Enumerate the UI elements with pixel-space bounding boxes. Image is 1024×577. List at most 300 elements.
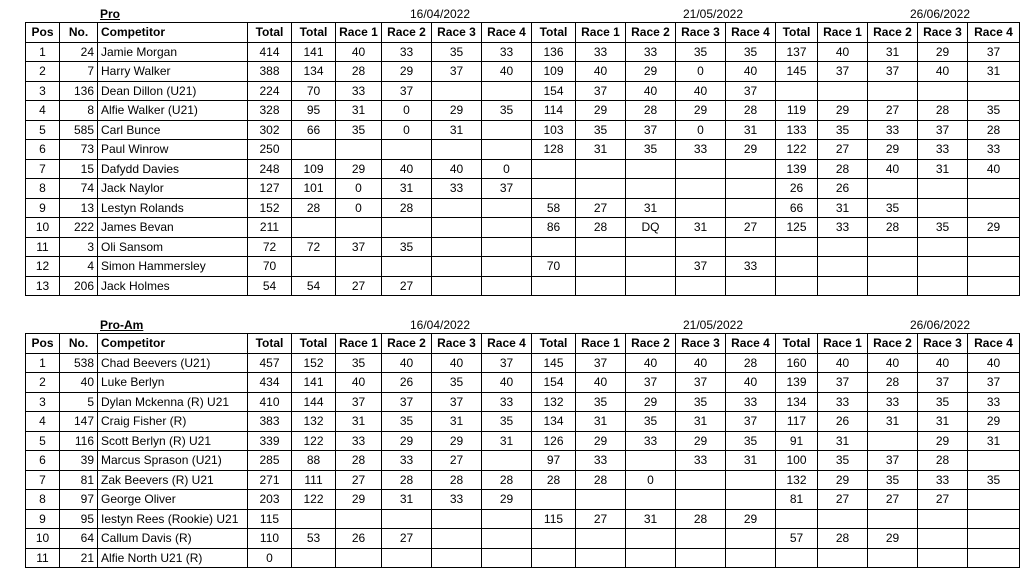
table-cell: 302 — [248, 120, 292, 140]
table-cell — [532, 529, 576, 549]
table-cell: 132 — [776, 470, 818, 490]
table-cell: 28 — [532, 470, 576, 490]
table-cell: 33 — [626, 42, 676, 62]
table-cell: 29 — [918, 431, 968, 451]
table-cell — [336, 548, 382, 568]
table-row — [26, 120, 1020, 140]
table-cell: 33 — [382, 451, 432, 471]
table-cell — [482, 276, 532, 296]
table-cell: 40 — [432, 353, 482, 373]
table-cell — [532, 548, 576, 568]
table-cell: 40 — [968, 159, 1020, 179]
table-cell: 37 — [576, 81, 626, 101]
column-header: No. — [60, 23, 98, 43]
table-cell — [676, 179, 726, 199]
table-cell — [726, 276, 776, 296]
table-cell: 8 — [60, 101, 98, 121]
table-cell — [968, 257, 1020, 277]
table-cell: 132 — [292, 412, 336, 432]
table-cell — [868, 548, 918, 568]
table-cell: 154 — [532, 373, 576, 393]
table-cell: 37 — [626, 373, 676, 393]
column-header: Race 2 — [626, 23, 676, 43]
table-cell: 54 — [248, 276, 292, 296]
table-cell — [918, 257, 968, 277]
table-cell: 27 — [382, 529, 432, 549]
table-cell — [918, 81, 968, 101]
table-cell: 64 — [60, 529, 98, 549]
table-cell — [818, 548, 868, 568]
column-header: Race 4 — [726, 23, 776, 43]
table-cell — [482, 451, 532, 471]
table-cell: 31 — [382, 179, 432, 199]
table-cell: 203 — [248, 490, 292, 510]
table-cell: 37 — [818, 62, 868, 82]
round-date-1: 16/04/2022 — [409, 7, 471, 21]
table-cell: 37 — [968, 373, 1020, 393]
table-cell: 4 — [26, 101, 60, 121]
table-cell — [918, 548, 968, 568]
table-cell — [576, 548, 626, 568]
table-cell — [336, 140, 382, 160]
column-header: Race 2 — [626, 334, 676, 354]
table-cell: 95 — [292, 101, 336, 121]
table-cell: 211 — [248, 218, 292, 238]
table-cell: 33 — [576, 42, 626, 62]
table-cell: 100 — [776, 451, 818, 471]
table-cell — [432, 81, 482, 101]
table-cell: 115 — [532, 509, 576, 529]
table-cell: 152 — [292, 353, 336, 373]
table-cell: 248 — [248, 159, 292, 179]
table-cell — [968, 451, 1020, 471]
table-cell: 40 — [868, 159, 918, 179]
column-header: Total — [248, 334, 292, 354]
table-cell: 28 — [576, 218, 626, 238]
table-cell: 27 — [818, 490, 868, 510]
table-cell — [918, 237, 968, 257]
table-cell — [382, 218, 432, 238]
table-cell: 26 — [382, 373, 432, 393]
table-cell: 24 — [60, 42, 98, 62]
table-cell: 33 — [968, 140, 1020, 160]
table-cell: 13 — [26, 276, 60, 296]
table-cell: 40 — [382, 159, 432, 179]
table-row — [26, 257, 1020, 277]
competitor-cell: Iestyn Rees (Rookie) U21 — [98, 509, 248, 529]
pro-am-standings-table — [25, 333, 1020, 568]
table-cell: 72 — [248, 237, 292, 257]
table-cell: 29 — [818, 470, 868, 490]
competitor-cell: Jamie Morgan — [98, 42, 248, 62]
table-cell: 1 — [26, 42, 60, 62]
table-cell: 40 — [726, 373, 776, 393]
table-cell: 27 — [918, 490, 968, 510]
table-cell: 222 — [60, 218, 98, 238]
table-cell: 28 — [292, 198, 336, 218]
table-cell: 40 — [676, 81, 726, 101]
table-cell: 410 — [248, 392, 292, 412]
table-cell: 40 — [482, 62, 532, 82]
competitor-cell: Dafydd Davies — [98, 159, 248, 179]
table-cell: 40 — [382, 353, 432, 373]
table-cell — [482, 548, 532, 568]
competitor-cell: Jack Holmes — [98, 276, 248, 296]
table-cell: 37 — [676, 373, 726, 393]
column-header: Race 2 — [868, 23, 918, 43]
table-cell: 31 — [726, 120, 776, 140]
table-cell: 31 — [626, 198, 676, 218]
table-cell: 35 — [482, 412, 532, 432]
table-row — [26, 101, 1020, 121]
table-cell: 35 — [626, 412, 676, 432]
table-cell: 31 — [432, 412, 482, 432]
table-cell: 35 — [432, 42, 482, 62]
table-cell: 114 — [532, 101, 576, 121]
competitor-cell: Lestyn Rolands — [98, 198, 248, 218]
table-cell: 29 — [676, 431, 726, 451]
table-cell: 33 — [818, 218, 868, 238]
table-cell: 40 — [918, 62, 968, 82]
table-cell — [532, 237, 576, 257]
table-cell: 31 — [818, 431, 868, 451]
table-cell: 70 — [532, 257, 576, 277]
competitor-cell: James Bevan — [98, 218, 248, 238]
table-cell — [776, 237, 818, 257]
table-cell: 37 — [726, 81, 776, 101]
column-header: Race 2 — [382, 334, 432, 354]
column-header: Race 2 — [868, 334, 918, 354]
table-cell: 8 — [26, 490, 60, 510]
table-row — [26, 159, 1020, 179]
table-cell: 40 — [60, 373, 98, 393]
pro-am-section — [25, 317, 1019, 568]
column-header: Total — [292, 23, 336, 43]
table-row — [26, 353, 1020, 373]
table-cell: 4 — [60, 257, 98, 277]
table-cell: 97 — [532, 451, 576, 471]
table-cell: 33 — [626, 431, 676, 451]
table-cell: 66 — [292, 120, 336, 140]
table-cell: 33 — [726, 392, 776, 412]
column-header: Race 1 — [336, 23, 382, 43]
table-cell — [818, 257, 868, 277]
table-cell: 27 — [336, 276, 382, 296]
table-row — [26, 548, 1020, 568]
table-cell — [576, 490, 626, 510]
table-cell: 9 — [26, 198, 60, 218]
table-cell — [818, 237, 868, 257]
table-cell — [726, 529, 776, 549]
table-cell — [432, 548, 482, 568]
table-cell: 101 — [292, 179, 336, 199]
table-cell — [532, 276, 576, 296]
table-cell: 40 — [918, 353, 968, 373]
table-cell: 86 — [532, 218, 576, 238]
table-cell: 141 — [292, 373, 336, 393]
table-cell: 31 — [918, 412, 968, 432]
table-cell: 9 — [26, 509, 60, 529]
table-cell: 339 — [248, 431, 292, 451]
table-cell — [432, 140, 482, 160]
column-header: Race 2 — [382, 23, 432, 43]
table-cell: 26 — [818, 412, 868, 432]
table-cell — [776, 509, 818, 529]
table-cell — [482, 81, 532, 101]
table-cell: 31 — [576, 412, 626, 432]
competitor-cell: Harry Walker — [98, 62, 248, 82]
table-row — [26, 373, 1020, 393]
table-cell: 139 — [776, 159, 818, 179]
table-cell — [432, 237, 482, 257]
table-cell — [382, 140, 432, 160]
table-cell: 328 — [248, 101, 292, 121]
column-header: Race 1 — [818, 23, 868, 43]
table-cell: 7 — [26, 470, 60, 490]
table-cell: 37 — [726, 412, 776, 432]
table-cell: 33 — [918, 140, 968, 160]
table-cell: 29 — [968, 412, 1020, 432]
table-cell: 40 — [968, 353, 1020, 373]
table-cell: 35 — [336, 120, 382, 140]
table-cell: 2 — [26, 373, 60, 393]
table-cell: 119 — [776, 101, 818, 121]
table-cell — [868, 276, 918, 296]
table-cell: 29 — [726, 509, 776, 529]
table-cell: 37 — [432, 62, 482, 82]
table-cell: 128 — [532, 140, 576, 160]
table-cell — [868, 237, 918, 257]
table-cell — [676, 529, 726, 549]
header-row — [26, 23, 1020, 43]
table-cell: 10 — [26, 218, 60, 238]
table-cell — [292, 140, 336, 160]
pro-standings-table — [25, 22, 1020, 296]
table-cell: 29 — [432, 101, 482, 121]
table-cell: 37 — [918, 120, 968, 140]
table-cell — [818, 509, 868, 529]
table-row — [26, 62, 1020, 82]
column-header: Race 3 — [918, 334, 968, 354]
table-row — [26, 198, 1020, 218]
table-cell: 40 — [626, 353, 676, 373]
table-cell: 31 — [968, 431, 1020, 451]
table-cell: 27 — [818, 140, 868, 160]
table-row — [26, 490, 1020, 510]
table-cell — [432, 218, 482, 238]
table-cell: 28 — [726, 353, 776, 373]
competitor-cell: Callum Davis (R) — [98, 529, 248, 549]
table-cell: 29 — [968, 218, 1020, 238]
table-cell: 0 — [676, 120, 726, 140]
table-cell: 31 — [918, 159, 968, 179]
table-name: Pro — [100, 7, 121, 21]
column-header: Race 1 — [576, 334, 626, 354]
column-header: Race 4 — [968, 23, 1020, 43]
table-cell: 37 — [868, 451, 918, 471]
table-cell: 13 — [60, 198, 98, 218]
table-cell — [968, 276, 1020, 296]
table-cell — [968, 179, 1020, 199]
column-header: Race 4 — [482, 23, 532, 43]
table-cell: 40 — [576, 373, 626, 393]
table-cell — [626, 159, 676, 179]
column-header: Pos — [26, 23, 60, 43]
table-cell: 224 — [248, 81, 292, 101]
table-cell — [968, 509, 1020, 529]
table-cell: 28 — [726, 101, 776, 121]
table-cell: 152 — [248, 198, 292, 218]
table-cell: 141 — [292, 42, 336, 62]
table-cell — [382, 257, 432, 277]
table-cell: 133 — [776, 120, 818, 140]
table-cell: 40 — [336, 42, 382, 62]
table-cell — [292, 509, 336, 529]
table-cell: 37 — [382, 81, 432, 101]
table-cell: 37 — [432, 392, 482, 412]
column-header: Total — [532, 334, 576, 354]
table-cell: 388 — [248, 62, 292, 82]
table-cell — [676, 490, 726, 510]
table-cell — [432, 529, 482, 549]
column-header: Race 1 — [576, 23, 626, 43]
pro-section — [25, 6, 1019, 296]
table-cell: 33 — [382, 42, 432, 62]
table-cell — [576, 237, 626, 257]
table-cell: 35 — [576, 392, 626, 412]
column-header: Race 3 — [432, 23, 482, 43]
table-cell: 70 — [292, 81, 336, 101]
table-cell: 40 — [676, 353, 726, 373]
table-cell: 27 — [576, 509, 626, 529]
table-row — [26, 529, 1020, 549]
table-cell: 21 — [60, 548, 98, 568]
table-cell: 110 — [248, 529, 292, 549]
table-cell: 27 — [382, 276, 432, 296]
table-cell: 72 — [292, 237, 336, 257]
table-cell: 27 — [868, 101, 918, 121]
table-cell: 8 — [26, 179, 60, 199]
table-cell: 35 — [818, 120, 868, 140]
table-cell — [576, 159, 626, 179]
table-cell — [676, 159, 726, 179]
table-cell: 58 — [532, 198, 576, 218]
table-cell — [576, 529, 626, 549]
table-cell: 33 — [676, 451, 726, 471]
table-cell — [482, 198, 532, 218]
table-cell — [918, 276, 968, 296]
table-cell — [868, 509, 918, 529]
table-cell: 29 — [676, 101, 726, 121]
table-cell — [432, 276, 482, 296]
table-cell — [868, 431, 918, 451]
table-cell: 95 — [60, 509, 98, 529]
table-cell: 35 — [868, 198, 918, 218]
table-cell: 122 — [292, 490, 336, 510]
table-cell: 117 — [776, 412, 818, 432]
table-cell: 28 — [482, 470, 532, 490]
table-cell — [918, 509, 968, 529]
table-cell: 414 — [248, 42, 292, 62]
table-cell: 109 — [292, 159, 336, 179]
round-date-3: 26/06/2022 — [909, 7, 971, 21]
table-cell: 126 — [532, 431, 576, 451]
table-cell: 88 — [292, 451, 336, 471]
table-cell: 35 — [482, 101, 532, 121]
table-cell — [726, 470, 776, 490]
table-cell: 31 — [432, 120, 482, 140]
table-cell: 3 — [60, 237, 98, 257]
table-cell: 29 — [726, 140, 776, 160]
table-cell — [918, 198, 968, 218]
table-cell: 35 — [726, 431, 776, 451]
table-cell: 73 — [60, 140, 98, 160]
table-cell: 7 — [60, 62, 98, 82]
table-cell — [968, 548, 1020, 568]
table-cell: 28 — [868, 373, 918, 393]
table-cell: 127 — [248, 179, 292, 199]
competitor-cell: Marcus Sprason (U21) — [98, 451, 248, 471]
table-cell: 250 — [248, 140, 292, 160]
table-cell: 11 — [26, 548, 60, 568]
table-cell: 33 — [676, 140, 726, 160]
competitor-cell: Carl Bunce — [98, 120, 248, 140]
table-cell: 139 — [776, 373, 818, 393]
table-row — [26, 276, 1020, 296]
table-cell: 28 — [676, 509, 726, 529]
competitor-cell: Paul Winrow — [98, 140, 248, 160]
table-cell — [626, 276, 676, 296]
table-cell: 0 — [382, 120, 432, 140]
competitor-cell: George Oliver — [98, 490, 248, 510]
table-name: Pro-Am — [100, 318, 144, 332]
table-cell: 31 — [336, 101, 382, 121]
table-cell: 28 — [818, 159, 868, 179]
competitor-cell: Oli Sansom — [98, 237, 248, 257]
table-cell — [576, 276, 626, 296]
table-cell: 134 — [532, 412, 576, 432]
competitor-cell: Craig Fisher (R) — [98, 412, 248, 432]
table-cell — [292, 218, 336, 238]
column-header: No. — [60, 334, 98, 354]
table-cell — [382, 548, 432, 568]
table-cell: 97 — [60, 490, 98, 510]
column-header: Race 4 — [968, 334, 1020, 354]
table-cell: 29 — [336, 159, 382, 179]
table-cell: 37 — [818, 373, 868, 393]
table-cell: 33 — [868, 120, 918, 140]
table-cell: 39 — [60, 451, 98, 471]
table-cell: 37 — [336, 237, 382, 257]
column-header: Race 3 — [676, 23, 726, 43]
table-cell: 31 — [868, 412, 918, 432]
competitor-cell: Luke Berlyn — [98, 373, 248, 393]
table-cell: 28 — [336, 62, 382, 82]
table-cell: 33 — [482, 42, 532, 62]
competitor-cell: Zak Beevers (R) U21 — [98, 470, 248, 490]
table-cell — [818, 276, 868, 296]
table-cell — [482, 257, 532, 277]
table-cell — [482, 218, 532, 238]
table-cell: 70 — [248, 257, 292, 277]
table-cell: 81 — [60, 470, 98, 490]
table-cell: 33 — [868, 392, 918, 412]
table-row — [26, 451, 1020, 471]
table-cell: 29 — [818, 101, 868, 121]
table-cell: 35 — [918, 392, 968, 412]
table-cell: 35 — [676, 392, 726, 412]
table-cell: 31 — [382, 490, 432, 510]
